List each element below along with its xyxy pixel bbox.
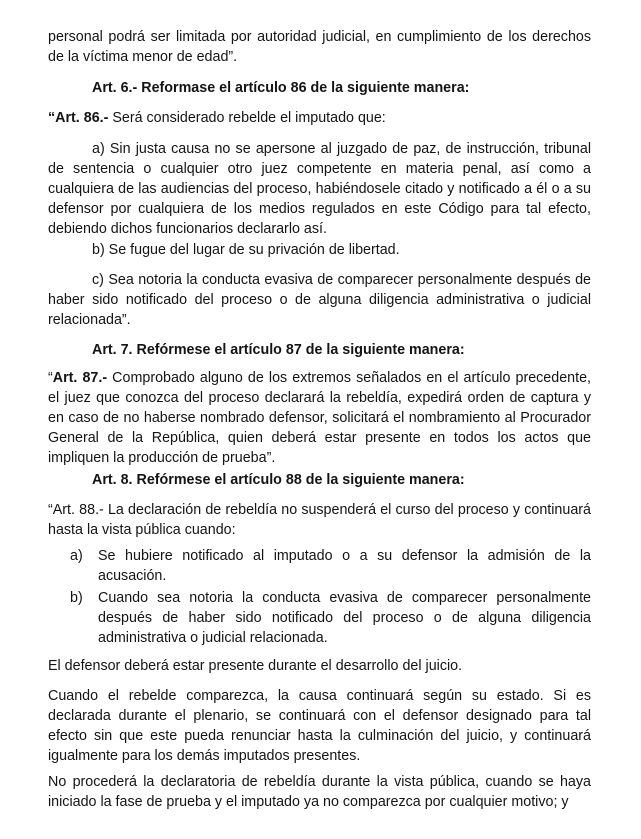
art86-item-b: b) Se fugue del lugar de su privación de libertad.: [92, 242, 400, 258]
art86-intro: [48, 108, 591, 128]
art86-intro-text: Será considerado rebelde el imputado que:: [108, 110, 386, 126]
art88-item-a-label: a): [70, 548, 83, 564]
art88-intro: “Art. 88.- La declaración de rebeldía no suspenderá el curso del proceso y continuará hasta la vista pública cuando:: [48, 502, 591, 538]
art87-text: Comprobado alguno de los extremos señalados en el artículo precedente, el juez que conozca del proceso declarará la rebeldía, expedirá orden de captura y en caso de no haberse nombrado defensor, solicitará el nombramiento al Procurador General de la República, quien deberá estar presente en todos los actos que impliquen la producción de prueba”.: [48, 370, 592, 466]
art88-para-no-procedera: No procederá la declaratoria de rebeldía durante la vista pública, cuando se haya iniciado la fase de prueba y el imputado ya no comparezca por cualquier motivo; y: [48, 774, 591, 810]
art88-item-b-label: b): [70, 590, 83, 606]
art6-heading: Art. 6.- Reformase el artículo 86 de la siguiente manera:: [92, 80, 470, 96]
art86-item-c: c) Sea notoria la conducta evasiva de comparecer personalmente después de haber sido notificado del proceso o de alguna diligencia administrativa o judicial relacionada”.: [48, 272, 591, 328]
art7-heading: Art. 7. Refórmese el artículo 87 de la siguiente manera:: [92, 342, 465, 358]
art88-para-defensor: El defensor deberá estar presente durante el desarrollo del juicio.: [48, 658, 463, 674]
art87-paragraph: [48, 368, 591, 468]
art86-label: “Art. 86.-: [48, 110, 109, 126]
art87-open-quote: “: [48, 370, 53, 386]
art87-label: Art. 87.-: [52, 370, 108, 386]
art88-para-comparezca: Cuando el rebelde comparezca, la causa continuará según su estado. Si es declarada durante el plenario, se continuará con el defensor designado para tal efecto sin que este pueda renunciar hasta la culminación del juicio, y continuará igualmente para los demás imputados presentes.: [48, 688, 591, 764]
continuation-paragraph: personal podrá ser limitada por autoridad judicial, en cumplimiento de los derechos de la víctima menor de edad”.: [48, 29, 591, 65]
art88-item-b: [70, 588, 591, 648]
art86-item-a: a) Sin justa causa no se apersone al juzgado de paz, de instrucción, tribunal de sentencia o cualquier otro juez competente en materia penal, así como a cualquiera de las audiencias del proceso, habiéndosele citado y notificado a él o a su defensor por cualquiera de los medios regulados en este Código para tal efecto, debiendo dichos funcionarios declararlo así.: [48, 141, 591, 237]
art8-heading: Art. 8. Refórmese el artículo 88 de la siguiente manera:: [92, 472, 465, 488]
art88-item-a-text: Se hubiere notificado al imputado o a su defensor la admisión de la acusación.: [98, 548, 591, 584]
art88-item-a: [70, 546, 591, 586]
art88-item-b-text: Cuando sea notoria la conducta evasiva de comparecer personalmente después de haber sido notificado del proceso o de alguna diligencia administrativa o judicial relacionada.: [98, 590, 591, 646]
